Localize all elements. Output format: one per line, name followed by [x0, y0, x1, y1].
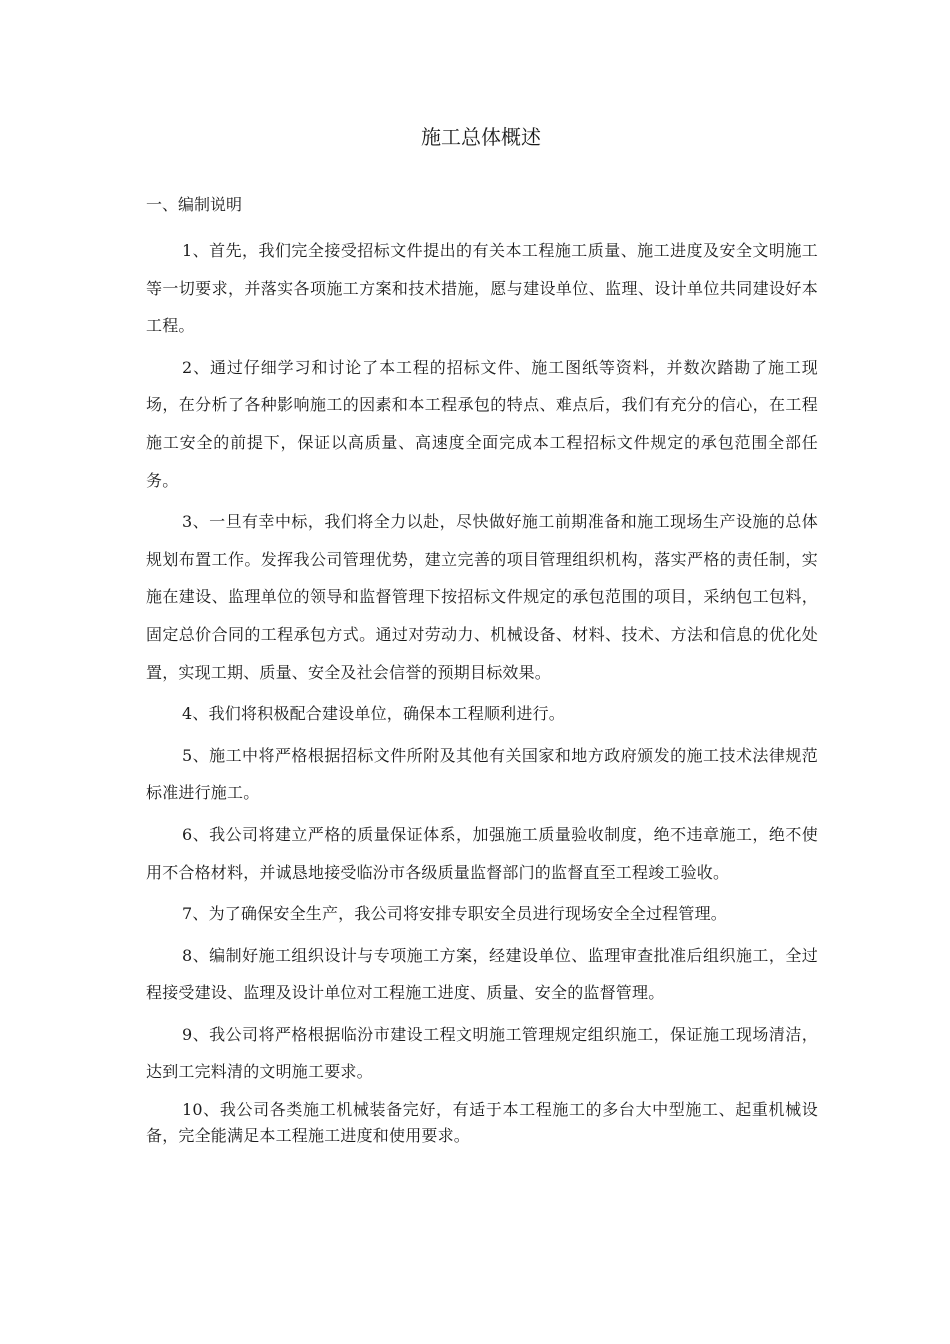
paragraph-4: 4、我们将积极配合建设单位，确保本工程顺利进行。 — [182, 704, 565, 724]
paragraph-8: 8、编制好施工组织设计与专项施工方案，经建设单位、监理审查批准后组织施工，全过程接受建设、监理及设计单位对工程施工进度、质量、安全的监督管理。 — [146, 945, 818, 1003]
paragraph-10: 10、我公司各类施工机械装备完好，有适于本工程施工的多台大中型施工、起重机械设备，完全能满足本工程施工进度和使用要求。 — [146, 1100, 818, 1146]
document-title: 施工总体概述 — [421, 125, 541, 149]
document-body — [146, 232, 818, 1153]
paragraph-1: 1、首先，我们完全接受招标文件提出的有关本工程施工质量、施工进度及安全文明施工等一切要求，并落实各项施工方案和技术措施，愿与建设单位、监理、设计单位共同建设好本工程。 — [146, 241, 818, 336]
paragraph-2: 2、通过仔细学习和讨论了本工程的招标文件、施工图纸等资料，并数次踏勘了施工现场，在分析了各种影响施工的因素和本工程承包的特点、难点后，我们有充分的信心，在工程施工安全的前提下，保证以高质量、高速度全面完成本工程招标文件规定的承包范围全部任务。 — [146, 357, 818, 490]
paragraph-6: 6、我公司将建立严格的质量保证体系，加强施工质量验收制度，绝不违章施工，绝不使用不合格材料，并诚恳地接受临汾市各级质量监督部门的监督直至工程竣工验收。 — [146, 824, 818, 882]
paragraph-9: 9、我公司将严格根据临汾市建设工程文明施工管理规定组织施工，保证施工现场清洁，达到工完料清的文明施工要求。 — [146, 1024, 818, 1082]
paragraph-5: 5、施工中将严格根据招标文件所附及其他有关国家和地方政府颁发的施工技术法律规范标准进行施工。 — [146, 745, 818, 803]
paragraph-7: 7、为了确保安全生产，我公司将安排专职安全员进行现场安全全过程管理。 — [182, 904, 727, 924]
paragraph-3: 3、一旦有幸中标，我们将全力以赴，尽快做好施工前期准备和施工现场生产设施的总体规划布置工作。发挥我公司管理优势，建立完善的项目管理组织机构，落实严格的责任制，实施在建设、监理单位的领导和监督管理下按招标文件规定的承包范围的项目，采纳包工包料，固定总价合同的工程承包方式。通过对劳动力、机械设备、材料、技术、方法和信息的优化处置，实现工期、质量、安全及社会信誉的预期目标效果。 — [146, 512, 818, 682]
section-heading: 一、编制说明 — [146, 195, 243, 214]
